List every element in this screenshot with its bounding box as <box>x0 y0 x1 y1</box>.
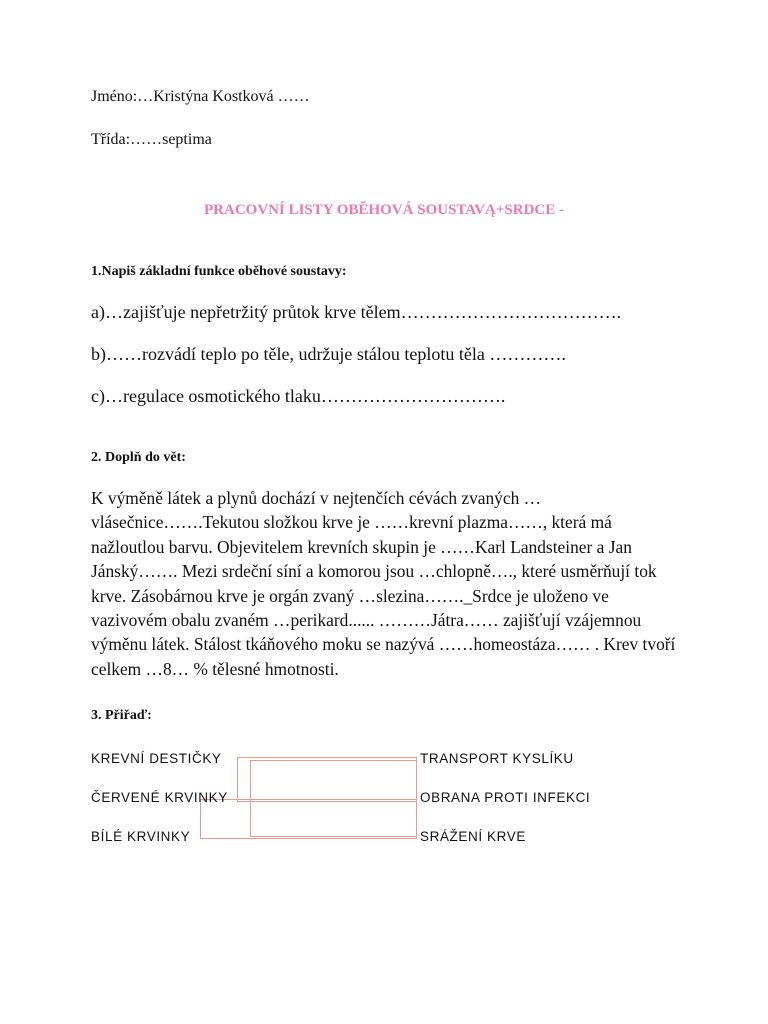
paragraph-line: výměnu látek. Stálost tkáňového moku se nazývá ……homeostáza…… . Krev tvoří <box>91 634 676 655</box>
match-left-3: BÍLÉ KRVINKY <box>91 829 191 844</box>
paragraph-line: K výměně látek a plynů dochází v nejtenčích cévách zvaných … <box>91 488 542 508</box>
match-right-1: TRANSPORT KYSLÍKU <box>420 751 574 766</box>
task2-heading: 2. Doplň do vět: <box>91 450 186 465</box>
match-right-3: SRÁŽENÍ KRVE <box>420 829 526 844</box>
paragraph-line: Jánský……. Mezi srdeční síní a komorou jsou …chlopně…., které usměrňují tok <box>91 561 657 582</box>
paragraph-line: vlásečnice…….Tekutou složkou krve je ……krevní plazma……, která má <box>91 512 612 533</box>
task1-answer-a: a)…zajišťuje nepřetržitý průtok krve tělem………………………………. <box>91 302 622 322</box>
paragraph-line: celkem …8… % tělesné hmotnosti. <box>91 658 339 679</box>
paragraph-line: nažloutlou barvu. Objevitelem krevních skupin je ……Karl Landsteiner a Jan <box>91 536 632 557</box>
task3-heading: 3. Přiřaď: <box>91 708 152 723</box>
worksheet-title: PRACOVNÍ LISTY OBĚHOVÁ SOUSTAVĄ+SRDCE - <box>204 202 564 218</box>
class-line: Třída:……septima <box>91 131 212 148</box>
task1-answer-c: c)…regulace osmotického tlaku…………………………. <box>91 386 506 406</box>
task1-answer-b: b)……rozvádí teplo po těle, udržuje stálou teplotu těla …………. <box>91 344 566 364</box>
task2-paragraph <box>91 486 731 681</box>
paragraph-line: krve. Zásobárnou krve je orgán zvaný …slezina……._Srdce je uloženo ve <box>91 585 609 606</box>
match-left-1: KREVNÍ DESTIČKY <box>91 751 222 766</box>
paragraph-line: vazivovém obalu zvaném …perikard...... ………Játra…… zajišťují vzájemnou <box>91 610 642 631</box>
name-line: Jméno:…Kristýna Kostková …… <box>91 88 310 105</box>
connector-box <box>200 799 417 839</box>
task1-heading: 1.Napiš základní funkce oběhové soustavy: <box>91 264 347 279</box>
match-right-2: OBRANA PROTI INFEKCI <box>420 790 591 805</box>
match-left-2: ČERVENÉ KRVINKY <box>91 790 228 805</box>
